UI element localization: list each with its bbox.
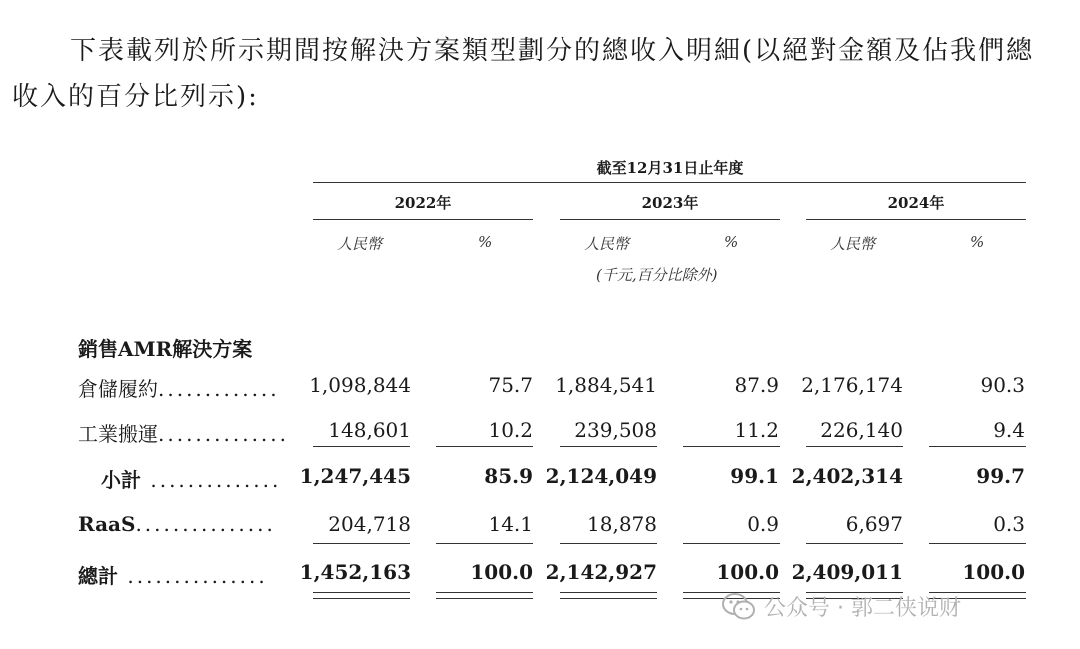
unit-rmb-2023: 人民幣 [584, 235, 630, 253]
cell-value: 99.7 [976, 464, 1025, 488]
cell-value: 90.3 [980, 373, 1025, 397]
cell-value: 2,124,049 [545, 464, 657, 488]
row-label-raas: RaaS............... [78, 512, 276, 536]
intro-paragraph [0, 28, 1060, 120]
row-label: 倉儲履約............. [78, 377, 280, 401]
double-rule [436, 592, 533, 599]
cell-value: 1,247,445 [299, 464, 411, 488]
watermark-text: 公众号 · 郭二侠说财 [764, 596, 961, 621]
year-header-2024: 2024年 [887, 194, 945, 212]
total-rule [683, 543, 780, 544]
cell-value: 1,098,844 [309, 373, 411, 397]
cell-value: 148,601 [328, 418, 411, 442]
total-rule [560, 543, 657, 544]
cell-value: 6,697 [845, 512, 903, 536]
total-rule [436, 543, 533, 544]
category-heading: 銷售AMR解決方案 [78, 337, 253, 361]
cell-value: 0.3 [993, 512, 1025, 536]
cell-value: 14.1 [488, 512, 533, 536]
cell-value: 85.9 [484, 464, 533, 488]
cell-value: 99.1 [730, 464, 779, 488]
cell-value: 1,884,541 [555, 373, 657, 397]
subtotal-rule [683, 446, 780, 447]
cell-value: 11.2 [734, 418, 779, 442]
period-header: 截至12月31日止年度 [596, 159, 744, 177]
cell-value: 2,142,927 [545, 560, 657, 584]
year-rule-2023 [560, 219, 780, 220]
total-rule [313, 543, 410, 544]
subtotal-rule [436, 446, 533, 447]
year-header-2023: 2023年 [641, 194, 699, 212]
cell-value: 100.0 [716, 560, 779, 584]
unit-pct-2024: % [970, 233, 985, 251]
cell-value: 204,718 [328, 512, 411, 536]
cell-value: 75.7 [488, 373, 533, 397]
cell-value: 0.9 [747, 512, 779, 536]
cell-value: 18,878 [587, 512, 657, 536]
cell-value: 100.0 [470, 560, 533, 584]
unit-rmb-2024: 人民幣 [830, 235, 876, 253]
cell-value: 2,176,174 [801, 373, 903, 397]
cell-value: 9.4 [993, 418, 1025, 442]
cell-value: 100.0 [962, 560, 1025, 584]
year-header-2022: 2022年 [394, 194, 452, 212]
cell-value: 1,452,163 [299, 560, 411, 584]
year-rule-2024 [806, 219, 1026, 220]
intro-line-1: 下表載列於所示期間按解決方案類型劃分的總收入明細(以絕對金額及佔我們總 [70, 36, 1035, 66]
intro-line-2: 收入的百分比列示): [12, 82, 259, 112]
cell-value: 2,409,011 [791, 560, 903, 584]
watermark [722, 591, 961, 622]
total-rule [806, 543, 903, 544]
row-label: 工業搬運.............. [78, 422, 290, 446]
unit-rmb-2022: 人民幣 [337, 235, 383, 253]
double-rule [313, 592, 410, 599]
subtotal-rule [929, 446, 1026, 447]
cell-value: 2,402,314 [791, 464, 903, 488]
cell-value: 87.9 [734, 373, 779, 397]
subtotal-rule [560, 446, 657, 447]
year-rule-2022 [313, 219, 533, 220]
period-header-rule [313, 182, 1026, 183]
row-label-total: 總計 ............... [78, 564, 268, 588]
subtotal-rule [313, 446, 410, 447]
subtotal-rule [806, 446, 903, 447]
wechat-icon [722, 592, 756, 622]
cell-value: 226,140 [820, 418, 903, 442]
total-rule [929, 543, 1026, 544]
unit-note: (千元,百分比除外) [596, 266, 718, 284]
cell-value: 10.2 [488, 418, 533, 442]
row-label-subtotal: 小計 .............. [101, 468, 282, 492]
double-rule [560, 592, 657, 599]
cell-value: 239,508 [574, 418, 657, 442]
unit-pct-2022: % [478, 233, 493, 251]
unit-pct-2023: % [724, 233, 739, 251]
